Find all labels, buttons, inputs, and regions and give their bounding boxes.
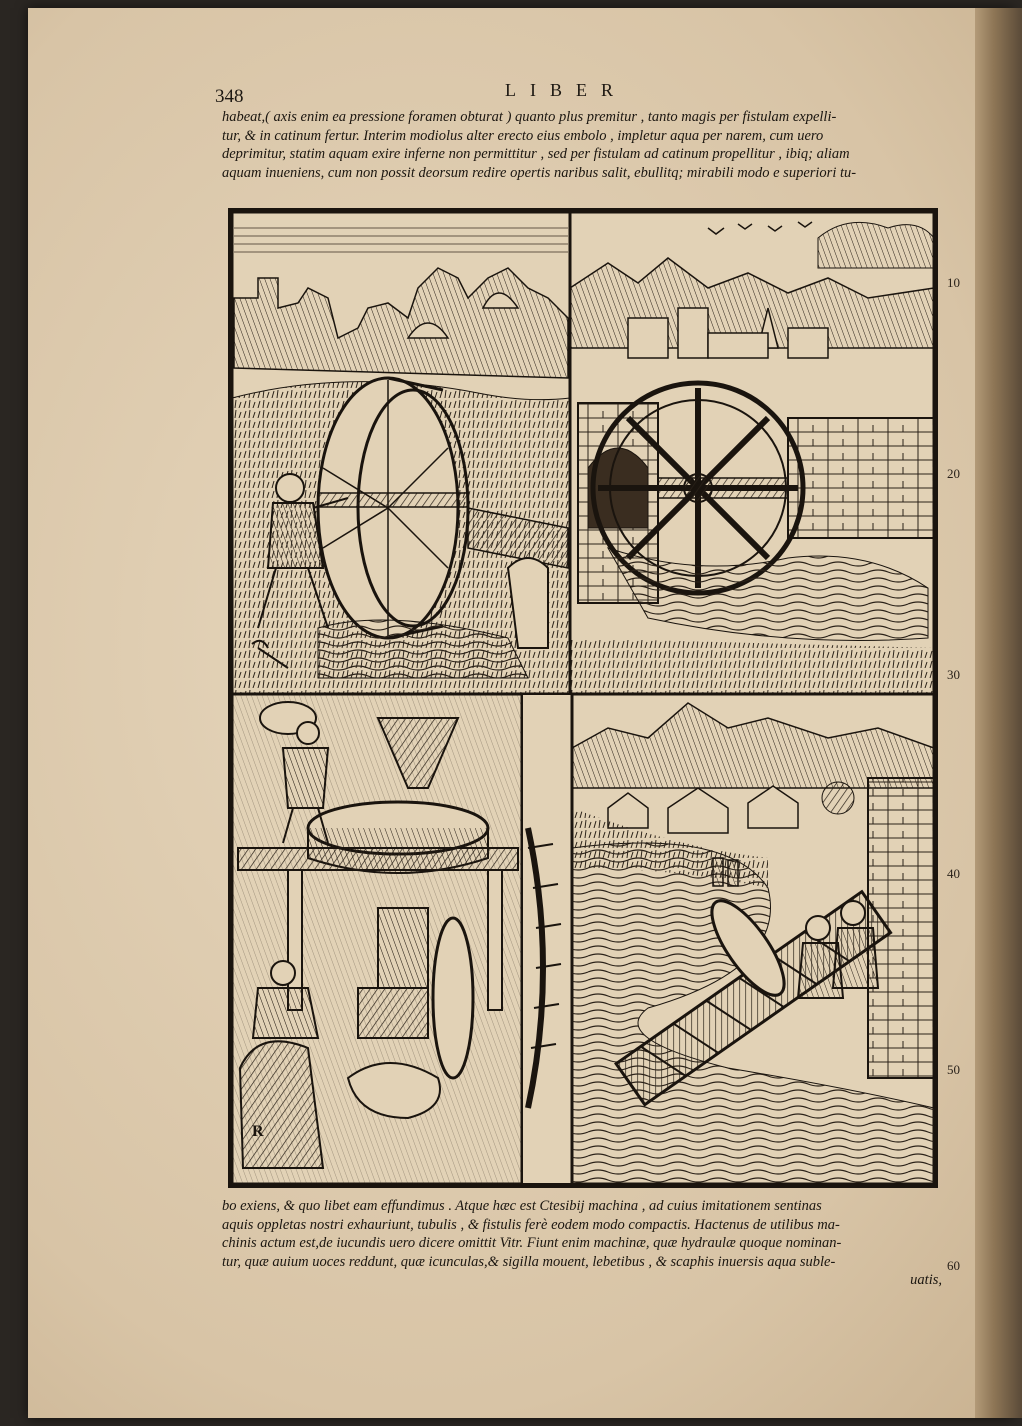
catchword-line (222, 1271, 942, 1290)
panel-bottom-right (572, 694, 934, 1184)
panel-bottom-left (232, 694, 572, 1184)
woodcut-illustration (228, 208, 938, 1188)
text-line: aquis oppletas nostri exhauriunt, tubulis , & fistulis ferè eodem modo compactis. Hactenus de utilibus ma- (222, 1216, 840, 1233)
cutter-initial: R (252, 1123, 264, 1140)
text-line: habeat,( axis enim ea pressione foramen obturat ) quanto plus premitur , tanto magis per fistulam expelli- (222, 109, 837, 125)
line-number: 10 (947, 275, 960, 290)
line-number: 20 (947, 466, 960, 481)
bottom-text-block (222, 1197, 942, 1290)
facing-page-edge (975, 8, 1022, 1418)
top-text-block (222, 108, 942, 182)
page-number: 348 (215, 86, 244, 107)
text-line: bo exiens, & quo libet eam effundimus . Atque hæc est Ctesibij machina , ad cuius imitationem sentinas (222, 1198, 822, 1214)
line-number: 50 (947, 1062, 960, 1077)
text-line: tur, quæ auium uoces reddunt, quæ icunculas,& sigilla mouent, lebetibus , & scaphis inuersis aqua suble- (222, 1253, 836, 1270)
line-number: 60 (947, 1258, 960, 1273)
catchword: uatis, (910, 1272, 942, 1288)
text-line: tur, & in catinum fertur. Interim modiolus alter erecto eius embolo , impletur aqua per narem, cum uero (222, 127, 824, 144)
text-line: chinis actum est,de iucundis uero dicere omittit Vitr. Fiunt enim machinæ, quæ hydraulæ quoque nominan- (222, 1235, 842, 1251)
running-head: LIBER (505, 80, 627, 100)
line-number: 40 (947, 866, 960, 881)
line-number: 30 (947, 667, 960, 682)
panel-top-left (232, 212, 570, 694)
text-line: deprimitur, statim aquam exire inferne non permittitur , sed per fistulam ad catinum propellitur , ibiq; aliam (222, 146, 850, 162)
panel-top-right (570, 212, 934, 694)
text-line: aquam inueniens, cum non possit deorsum redire opertis naribus salit, ebullitq; mirabili modo e superiori tu- (222, 164, 857, 181)
